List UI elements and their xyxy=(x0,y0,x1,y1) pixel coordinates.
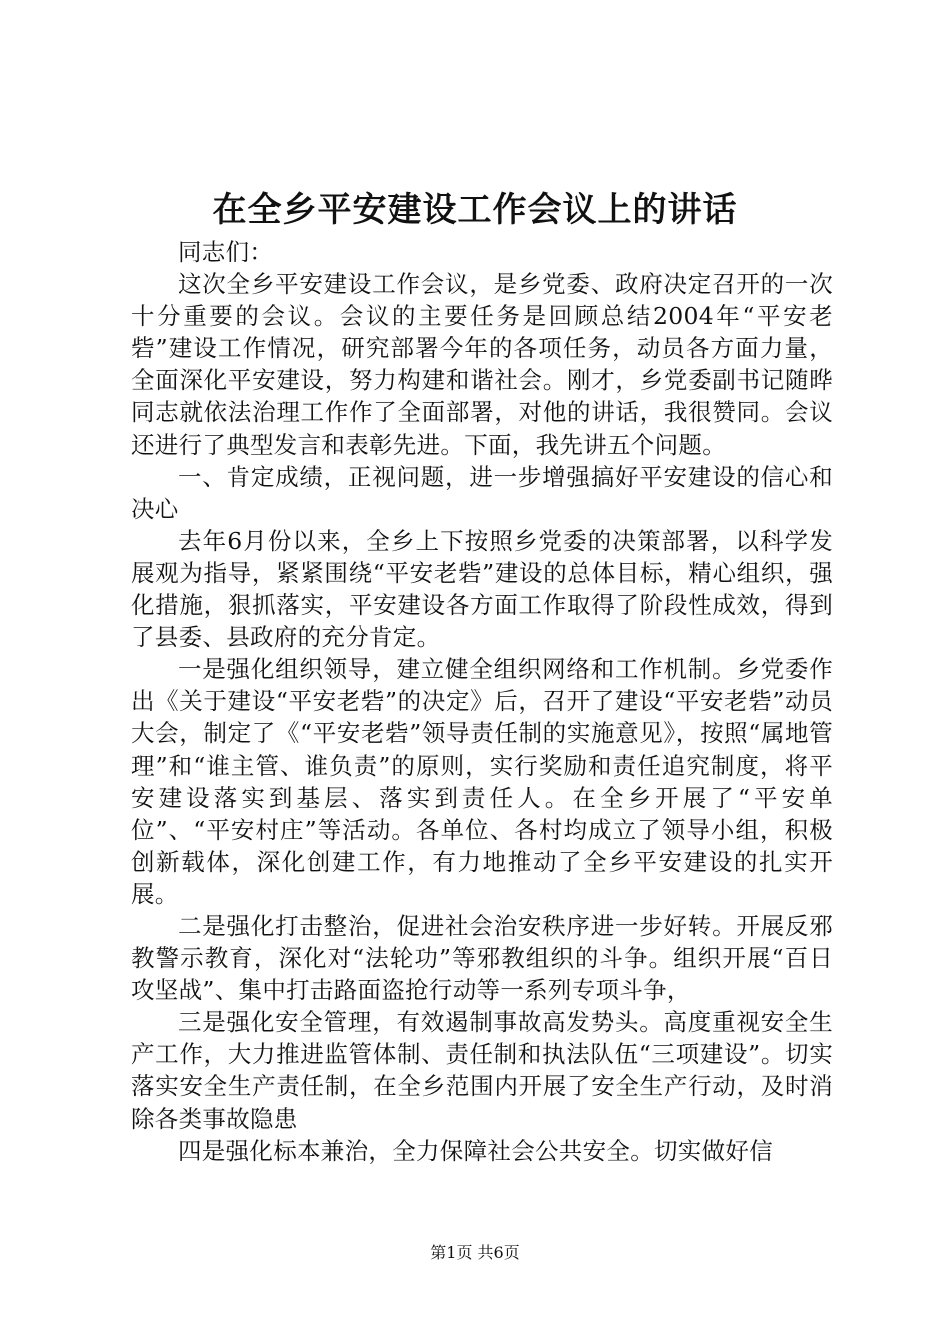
body-paragraph: 一是强化组织领导，建立健全组织网络和工作机制。乡党委作出《关于建设“平安老砦”的决定》后，召开了建设“平安老砦”动员大会，制定了《“平安老砦”领导责任制的实施意见》，按照“属地管理”和“谁主管、谁负责”的原则，实行奖励和责任追究制度，将平安建设落实到基层、落实到责任人。在全乡开展了“平安单位”、“平安村庄”等活动。各单位、各村均成立了领导小组，积极创新载体，深化创建工作，有力地推动了全乡平安建设的扎实开展。 xyxy=(131,655,833,908)
document-body xyxy=(131,236,833,1167)
body-paragraph: 二是强化打击整治，促进社会治安秩序进一步好转。开展反邪教警示教育，深化对“法轮功”等邪教组织的斗争。组织开展“百日攻坚战”、集中打击路面盗抢行动等一系列专项斗争， xyxy=(131,911,833,1005)
salutation-paragraph: 同志们： xyxy=(178,238,274,266)
document-title: 在全乡平安建设工作会议上的讲话 xyxy=(212,190,738,230)
body-paragraph: 去年6月份以来，全乡上下按照乡党委的决策部署，以科学发展观为指导，紧紧围绕“平安老砦”建设的总体目标，精心组织，强化措施，狠抓落实，平安建设各方面工作取得了阶段性成效，得到了县委、县政府的充分肯定。 xyxy=(131,526,833,652)
body-paragraph: 三是强化安全管理，有效遏制事故高发势头。高度重视安全生产工作，大力推进监管体制、责任制和执法队伍“三项建设”。切实落实安全生产责任制，在全乡范围内开展了安全生产行动，及时消除各类事故隐患 xyxy=(131,1008,833,1133)
section-heading: 一、肯定成绩，正视问题，进一步增强搞好平安建设的信心和决心 xyxy=(131,462,833,523)
body-paragraph: 四是强化标本兼治，全力保障社会公共安全。切实做好信 xyxy=(178,1136,773,1165)
page-number-footer: 第1页 共6页 xyxy=(430,1243,520,1262)
intro-paragraph: 这次全乡平安建设工作会议，是乡党委、政府决定召开的一次十分重要的会议。会议的主要任务是回顾总结2004年“平安老砦”建设工作情况，研究部署今年的各项任务，动员各方面力量，全面深化平安建设，努力构建和谐社会。刚才，乡党委副书记随晔同志就依法治理工作作了全面部署，对他的讲话，我很赞同。会议还进行了典型发言和表彰先进。下面，我先讲五个问题。 xyxy=(131,270,833,459)
